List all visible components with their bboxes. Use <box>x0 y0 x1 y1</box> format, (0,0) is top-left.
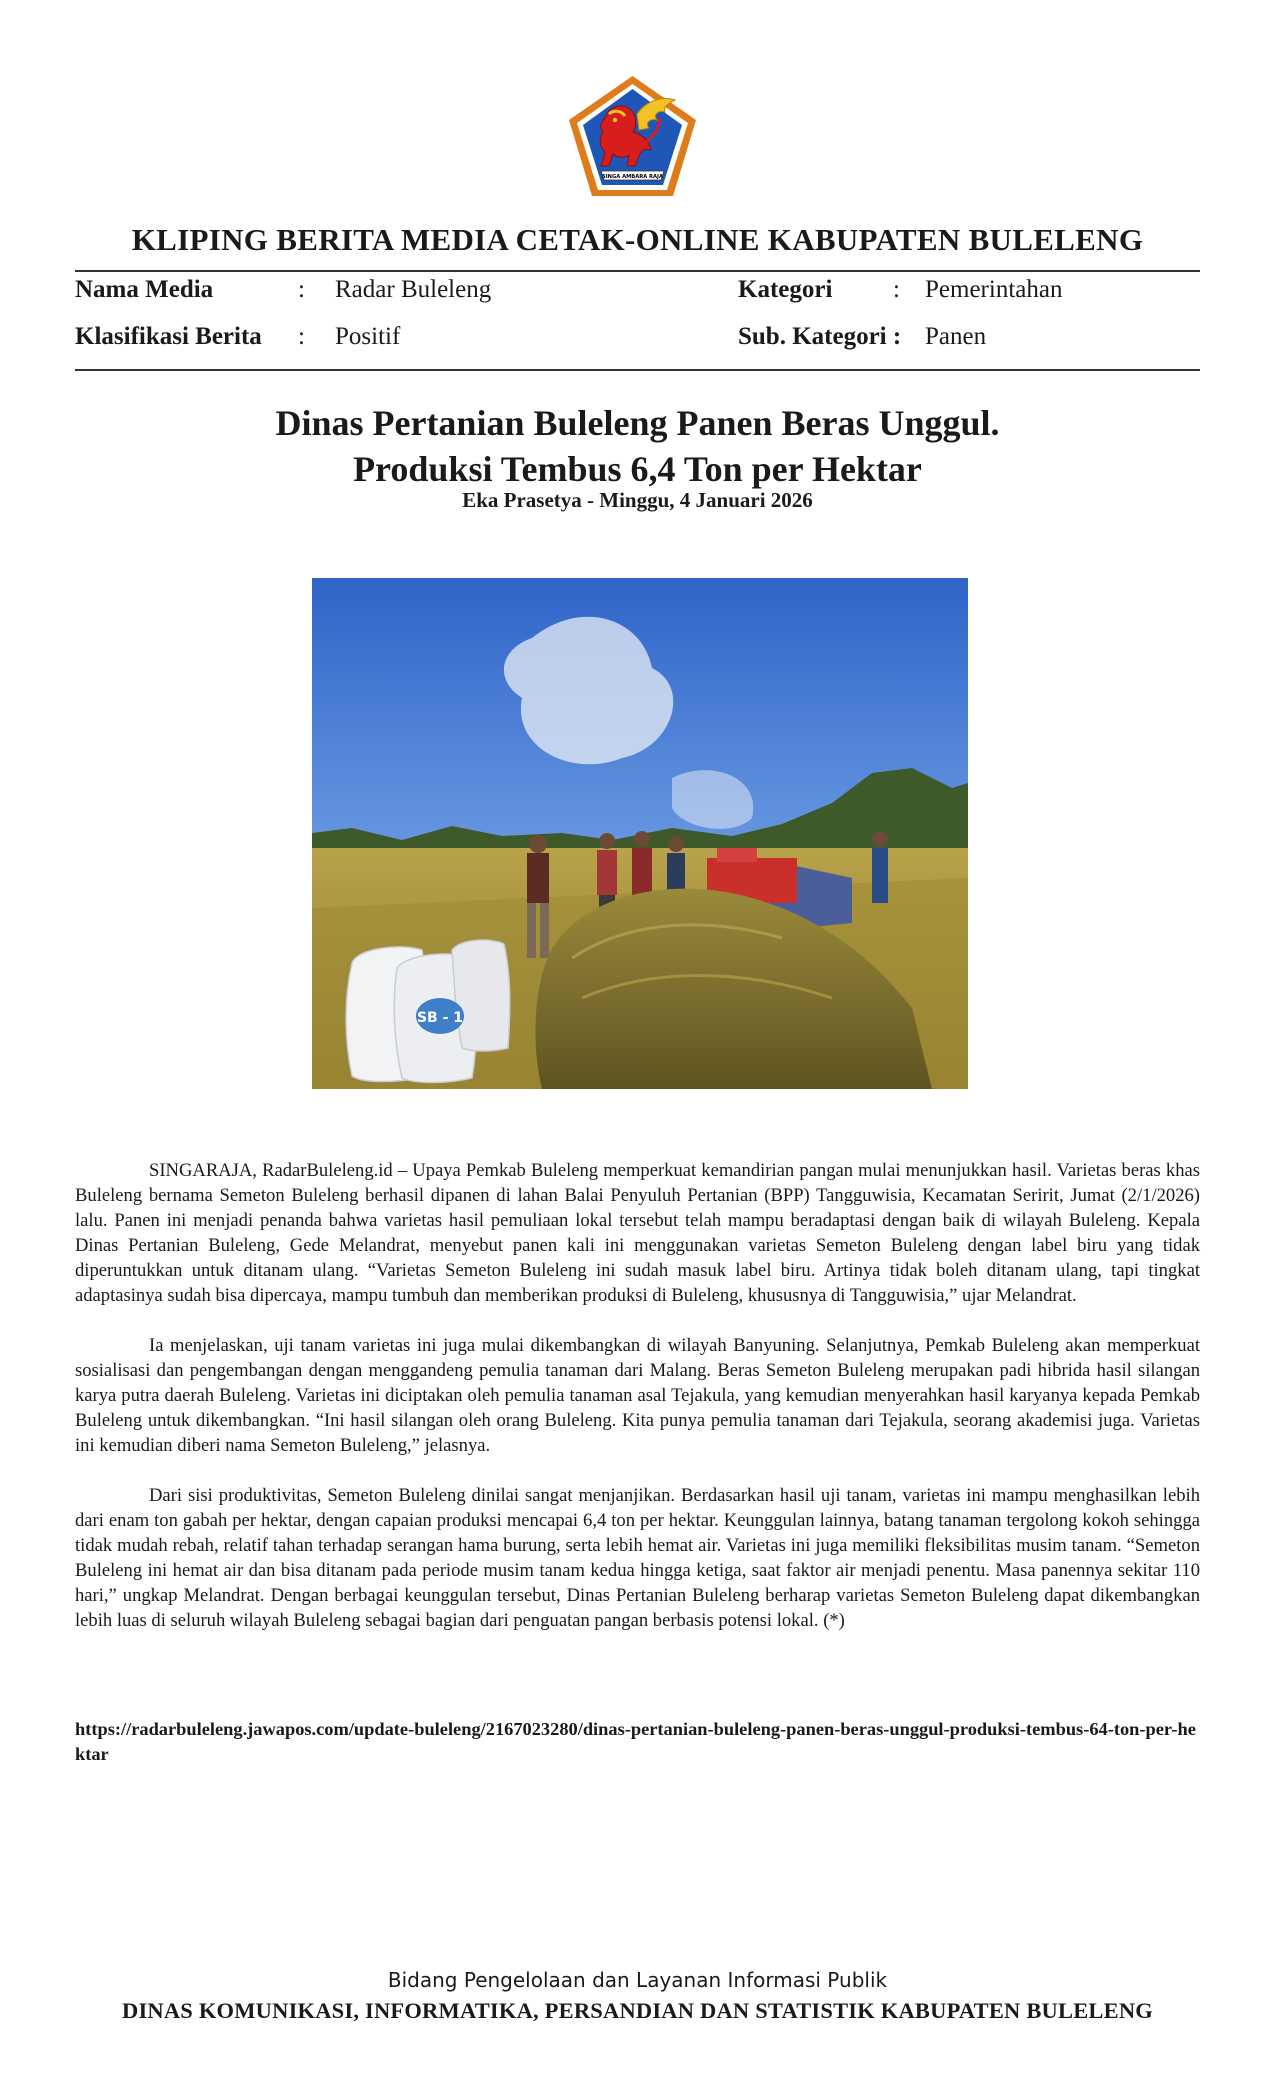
source-url-link[interactable]: https://radarbuleleng.jawapos.com/update-buleleng/2167023280/dinas-pertanian-buleleng-panen-beras-unggul-produksi-tembus-64-ton-per-hektar <box>75 1719 1196 1764</box>
subkategori-value: Panen <box>925 323 987 350</box>
article-body <box>75 1158 1200 1658</box>
article-paragraph-2: Ia menjelaskan, uji tanam varietas ini juga mulai dikembangkan di wilayah Banyuning. Selanjutnya, Pemkab Buleleng akan memperkuat sosialisasi dan pengembangan dengan menggandeng pemulia tanaman dari Malang. Beras Semeton Buleleng merupakan padi hibrida hasil silangan karya putra daerah Buleleng. Varietas ini diciptakan oleh pemulia tanaman asal Tejakula, yang kemudian menyerahkan hasil karyanya kepada Pemkab Buleleng untuk dikembangkan. “Ini hasil silangan oleh orang Buleleng. Kita punya pemulia tanaman dari Tejakula, seorang akademisi juga. Varietas ini kemudian diberi nama Semeton Buleleng,” jelasnya. <box>75 1335 1200 1456</box>
media-colon: : <box>298 276 305 303</box>
article-title-line-1: Dinas Pertanian Buleleng Panen Beras Unggul. <box>275 403 1000 443</box>
article-paragraph-3: Dari sisi produktivitas, Semeton Buleleng dinilai sangat menjanjikan. Berdasarkan hasil uji tanam, varietas ini mampu menghasilkan lebih dari enam ton gabah per hektar, dengan capaian produksi mencapai 6,4 ton per hektar. Keunggulan lainnya, batang tanaman tergolong kokoh sehingga tidak mudah rebah, relatif tahan terhadap serangan hama burung, serta lebih hemat air. Varietas ini juga memiliki fleksibilitas musim tanam. “Semeton Buleleng ini hemat air dan bisa ditanam pada periode musim tanam kedua hingga ketiga, saat faktor air menjadi penentu. Masa panennya sekitar 110 hari,” ungkap Melandrat. Dengan berbagai keunggulan tersebut, Dinas Pertanian Buleleng berharap varietas Semeton Buleleng dapat dikembangkan lebih luas di seluruh wilayah Buleleng sebagai bagian dari penguatan pangan berbasis potensi lokal. (*) <box>75 1485 1200 1631</box>
logo-motto: SINGA AMBARA RAJA <box>601 174 664 180</box>
article-title-line-2: Produksi Tembus 6,4 Ton per Hektar <box>353 449 922 489</box>
kliping-header-title: KLIPING BERITA MEDIA CETAK-ONLINE KABUPATEN BULELENG <box>131 222 1144 257</box>
meta-row-2 <box>75 323 1200 363</box>
sack-label: SB - 1 <box>416 1010 464 1026</box>
footer-bidang: Bidang Pengelolaan dan Layanan Informasi Publik <box>387 1968 888 1992</box>
footer-dinas: DINAS KOMUNIKASI, INFORMATIKA, PERSANDIAN DAN STATISTIK KABUPATEN BULELENG <box>122 1998 1153 2023</box>
rice-harvest-photo <box>312 578 968 1089</box>
header-top-rule <box>75 270 1200 272</box>
article-paragraph-1: SINGARAJA, RadarBuleleng.id – Upaya Pemkab Buleleng memperkuat kemandirian pangan mulai menunjukkan hasil. Varietas beras khas Buleleng bernama Semeton Buleleng berhasil dipanen di lahan Balai Penyuluh Pertanian (BPP) Tangguwisia, Kecamatan Seririt, Jumat (2/1/2026) lalu. Panen ini menjadi penanda bahwa varietas hasil pemuliaan lokal tersebut telah mampu beradaptasi dengan baik di wilayah Buleleng. Kepala Dinas Pertanian Buleleng, Gede Melandrat, menyebut panen kali ini menggunakan varietas Semeton Buleleng dengan label biru yang tidak diperuntukkan untuk ditanam ulang. “Varietas Semeton Buleleng ini sudah masuk label biru. Artinya tidak boleh ditanam ulang, tapi tingkat adaptasinya sudah bisa dipercaya, mampu tumbuh dan memberikan produksi di Buleleng, khususnya di Tangguwisia,” ujar Melandrat. <box>75 1160 1200 1306</box>
meta-row-1 <box>75 276 1200 316</box>
buleleng-coat-of-arms-logo <box>565 74 700 199</box>
klasifikasi-label: Klasifikasi Berita <box>75 323 262 350</box>
media-label: Nama Media <box>75 276 214 303</box>
klasifikasi-colon: : <box>298 323 305 350</box>
kategori-label: Kategori <box>738 276 833 303</box>
subkategori-label: Sub. Kategori : <box>738 323 902 350</box>
header-bottom-rule <box>75 369 1200 371</box>
article-title <box>75 400 1200 492</box>
klasifikasi-value: Positif <box>335 323 401 350</box>
kategori-colon: : <box>893 276 900 303</box>
kategori-value: Pemerintahan <box>925 276 1063 303</box>
article-byline: Eka Prasetya - Minggu, 4 Januari 2026 <box>462 488 813 512</box>
media-value: Radar Buleleng <box>335 276 492 303</box>
